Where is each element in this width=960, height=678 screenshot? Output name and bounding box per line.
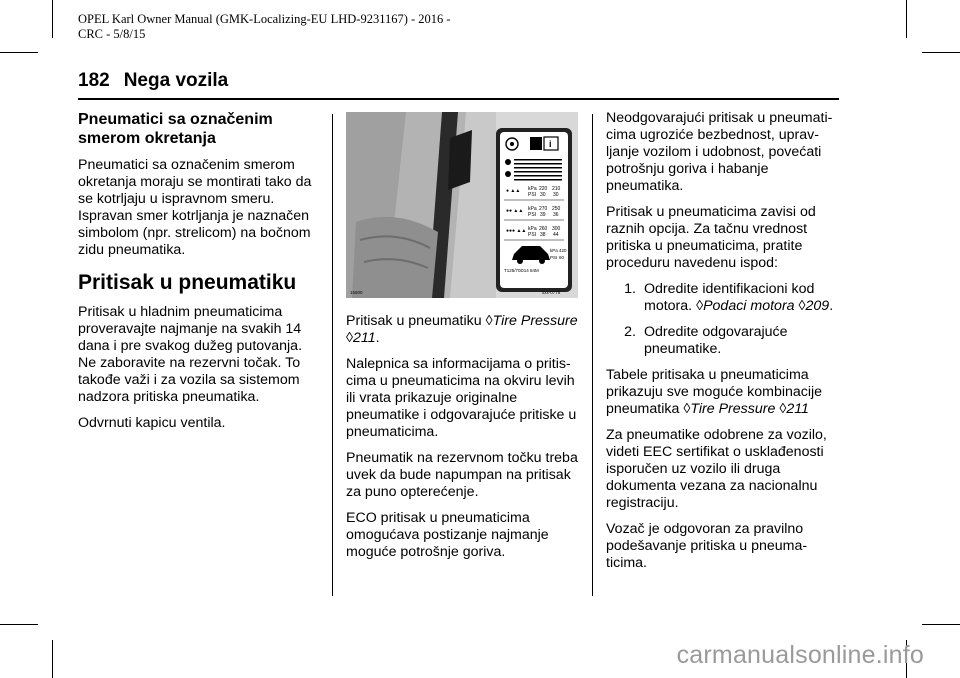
label-code: 15500 xyxy=(350,290,363,295)
list-item xyxy=(606,324,842,358)
column-divider xyxy=(332,114,333,596)
svg-text:kPa: kPa xyxy=(550,248,558,253)
label-value: 270 xyxy=(539,206,548,212)
paragraph: Neodgovarajući pritisak u pneumati-cima ugroziće bezbednost, uprav-ljanje vozilom i udobnost, povećati potrošnju goriva i habanje pneumatika. xyxy=(606,110,833,194)
paragraph: Vozač je odgovoran za pravilno podešavanje pritiska u pneuma-ticima. xyxy=(606,521,808,571)
watermark: carmanualsonline.info xyxy=(676,641,924,669)
page-number: 182 xyxy=(78,70,110,91)
svg-text:● ▲▲: ● ▲▲ xyxy=(506,188,521,194)
svg-text:kPa: kPa xyxy=(528,206,537,212)
paragraph: ECO pritisak u pneumaticima omogućava postizanje najmanje moguće potrošnje goriva. xyxy=(346,510,549,560)
svg-text:kPa: kPa xyxy=(528,226,537,232)
paragraph: Tabele pritisaka u pneumaticima prikazuju sve moguće kombinacije pneumatika ◊Tire Pressure ◊211 xyxy=(606,367,823,417)
paragraph: Pneumatici sa označenim smerom okretanja moraju se montirati tako da se kotrljaju u ispravnom smeru. Ispravan smer kotrljanja je naznačen simbolom (npr. strelicom) na bočnom zidu pneumatika. xyxy=(78,157,312,258)
label-value: 250 xyxy=(552,206,561,212)
label-value: 39 xyxy=(540,212,546,218)
ref-symbol: ◊ xyxy=(346,330,354,346)
ref-symbol: ◊ xyxy=(798,298,806,314)
paragraph: Pritisak u hladnim pneumaticima proveravajte najmanje na svakih 14 dana i pre svakog dužeg putovanja. Ne zaboravite na rezervni točak. To takođe važi i za vozila sa sistemom nadzora pritiska pneumatika. xyxy=(78,304,303,405)
column-3 xyxy=(606,110,842,581)
subsection-heading: Pneumatici sa označenim smerom okretanja xyxy=(78,111,273,147)
list-item-text: Odredite odgovarajuće pneumatike. xyxy=(644,324,788,357)
cross-reference-page[interactable]: 211 xyxy=(786,401,809,417)
list-item-number: 2. xyxy=(624,324,636,340)
cross-reference: Pritisak u pneumatiku ◊Tire Pressure ◊211. xyxy=(346,313,578,346)
spare-tire-size: T125/70D14 84M xyxy=(504,268,539,273)
print-header xyxy=(78,12,451,42)
label-value: 210 xyxy=(552,186,561,192)
paragraph: Za pneumatike odobrene za vozilo, videti EEC sertifikat o usklađenosti isporučen uz vozilo ili druga dokumenta vezana za nacionalnu registraciju. xyxy=(606,427,827,511)
print-header-line1: OPEL Karl Owner Manual (GMK-Localizing-EU LHD-9231167) - 2016 - xyxy=(78,12,451,26)
label-value: 36 xyxy=(553,212,559,218)
label-value: 38 xyxy=(540,232,546,238)
column-divider xyxy=(592,114,593,596)
section-title: Nega vozila xyxy=(123,70,229,91)
cross-reference-page[interactable]: 209 xyxy=(805,298,830,314)
crop-mark xyxy=(922,624,960,625)
svg-text:●●● ▲▲: ●●● ▲▲ xyxy=(506,228,527,234)
crop-mark xyxy=(0,624,38,625)
ref-symbol: ◊ xyxy=(683,401,691,417)
cross-reference-link[interactable]: Tire Pressure xyxy=(690,401,776,417)
svg-text:●● ▲▲: ●● ▲▲ xyxy=(506,208,524,214)
cross-reference-text: Pritisak u pneumatiku xyxy=(346,313,482,329)
tire-pressure-label-photo xyxy=(346,112,578,298)
print-header-line2: CRC - 5/8/15 xyxy=(78,27,146,41)
label-value: 220 xyxy=(539,186,548,192)
crop-mark xyxy=(52,0,53,38)
paragraph: Odvrnuti kapicu ventila. xyxy=(78,415,226,431)
label-value: 420 xyxy=(559,248,567,253)
svg-text:PSI: PSI xyxy=(528,192,537,198)
cross-reference-page[interactable]: 211 xyxy=(353,330,376,346)
svg-text:PSI: PSI xyxy=(528,212,537,218)
crop-mark xyxy=(922,52,960,53)
label-value: 300 xyxy=(552,226,561,232)
crop-mark xyxy=(906,0,907,38)
list-item-number: 1. xyxy=(624,281,636,297)
label-value: 44 xyxy=(553,232,559,238)
header-rule xyxy=(78,98,839,100)
list-item-text: Odredite identifikacioni kod motora. ◊Podaci motora ◊209. xyxy=(644,281,834,314)
paragraph: Nalepnica sa informacijama o pritis-cima u pneumaticima na okviru levih ili vrata prikazuje originalne pneumatike i odgovarajuće pritiske u pneumaticima. xyxy=(346,356,577,440)
label-value: 260 xyxy=(539,226,548,232)
cross-reference-link[interactable]: Tire Pressure xyxy=(492,313,578,329)
crop-mark xyxy=(0,52,38,53)
list-item xyxy=(606,281,842,315)
numbered-list xyxy=(606,281,842,358)
svg-text:kPa: kPa xyxy=(528,186,537,192)
label-value: 30 xyxy=(540,192,546,198)
section-heading: Pritisak u pneumatiku xyxy=(78,271,297,294)
ref-symbol: ◊ xyxy=(696,298,704,314)
label-code: xxx-0778 xyxy=(542,290,561,295)
ref-symbol: ◊ xyxy=(779,401,787,417)
column-2 xyxy=(346,313,586,570)
paragraph: Pneumatik na rezervnom točku treba uvek da bude napumpan na pritisak za puno opterećenje. xyxy=(346,450,578,500)
crop-mark xyxy=(52,640,53,678)
paragraph: Pritisak u pneumaticima zavisi od raznih opcija. Za tačnu vrednost pritiska u pneumaticima, pratite proceduru navedenu ispod: xyxy=(606,204,816,271)
svg-text:i: i xyxy=(549,139,552,149)
column-1 xyxy=(78,110,324,441)
label-value: 60 xyxy=(559,255,565,260)
label-value: 30 xyxy=(553,192,559,198)
svg-text:PSI: PSI xyxy=(528,232,537,238)
svg-text:PSI: PSI xyxy=(550,255,558,260)
page-title xyxy=(78,70,242,92)
cross-reference-link[interactable]: Podaci motora xyxy=(703,298,795,314)
ref-symbol: ◊ xyxy=(485,313,493,329)
